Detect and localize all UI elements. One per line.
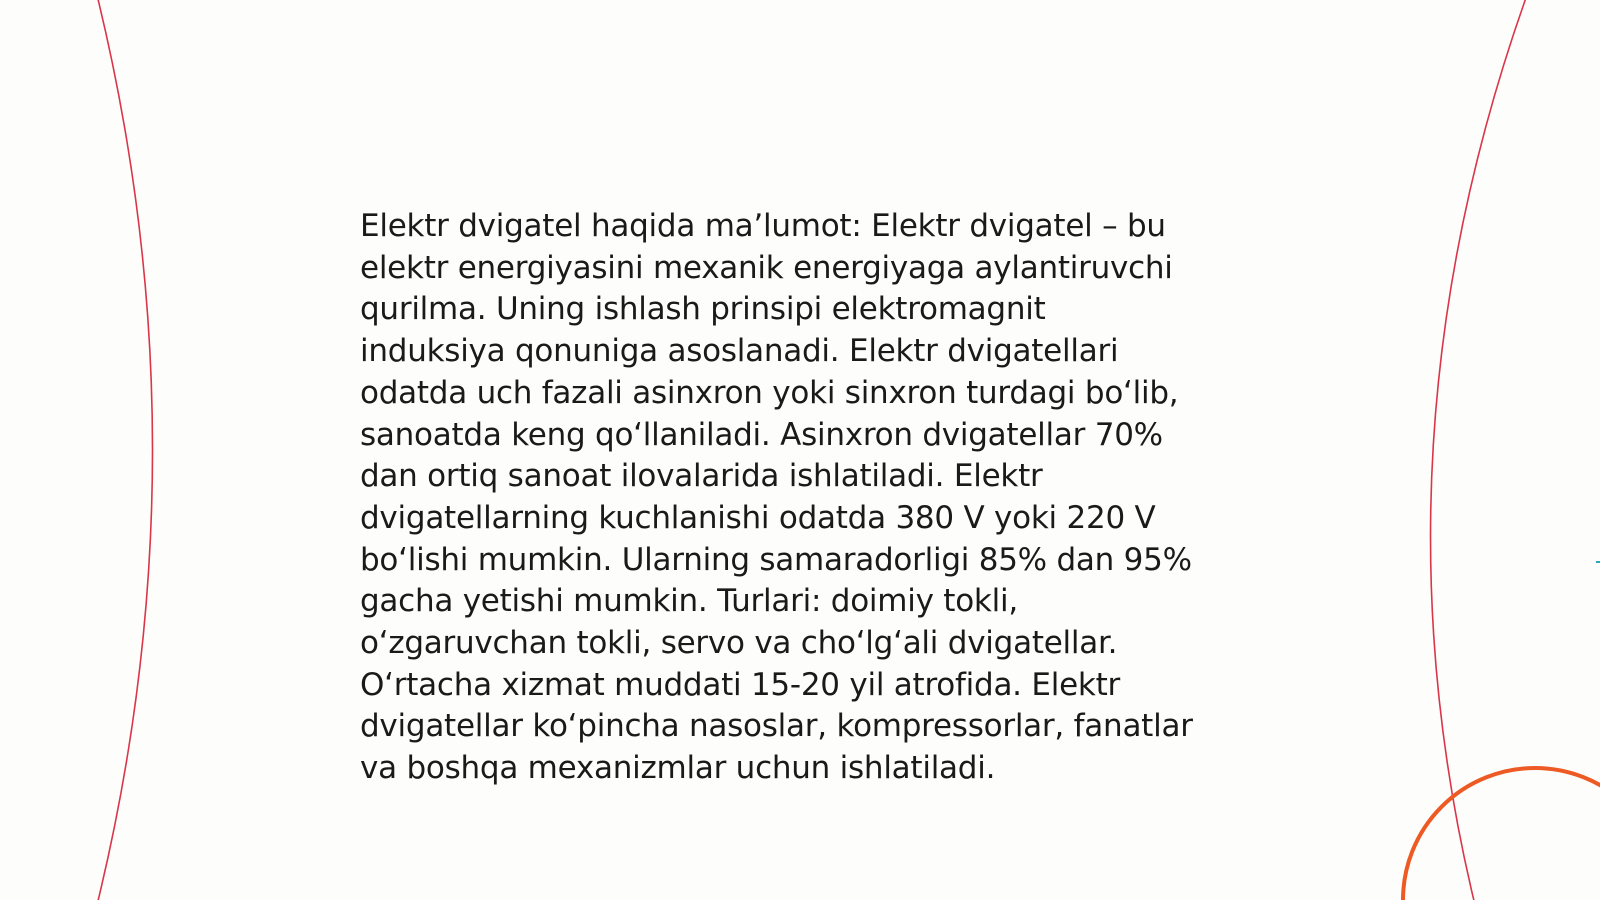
body-line: O‘rtacha xizmat muddati 15-20 yil atrofida. Elektr bbox=[360, 666, 1121, 703]
body-line: dan ortiq sanoat ilovalarida ishlatiladi. Elektr bbox=[360, 458, 1043, 495]
body-line: qurilma. Uning ishlash prinsipi elektromagnit bbox=[360, 291, 1046, 328]
accent-circle-arc bbox=[1403, 768, 1600, 900]
body-line: sanoatda keng qo‘llaniladi. Asinxron dvigatellar 70% bbox=[360, 416, 1163, 453]
left-curve-line bbox=[97, 0, 153, 900]
body-line: dvigatellarning kuchlanishi odatda 380 V yoki 220 V bbox=[360, 499, 1156, 536]
body-line: va boshqa mexanizmlar uchun ishlatiladi. bbox=[360, 750, 996, 787]
body-line: induksiya qonuniga asoslanadi. Elektr dvigatellari bbox=[360, 333, 1119, 370]
body-line: Elektr dvigatel haqida ma’lumot: Elektr dvigatel – bu bbox=[360, 208, 1166, 244]
body-line: dvigatellar ko‘pincha nasoslar, kompressorlar, fanatlar bbox=[360, 708, 1193, 745]
body-line: bo‘lishi mumkin. Ularning samaradorligi 85% dan 95% bbox=[360, 541, 1192, 578]
body-line: odatda uch fazali asinxron yoki sinxron turdagi bo‘lib, bbox=[360, 374, 1179, 411]
body-line: elektr energiyasini mexanik energiyaga aylantiruvchi bbox=[360, 249, 1173, 286]
body-line: o‘zgaruvchan tokli, servo va cho‘lg‘ali dvigatellar. bbox=[360, 625, 1118, 662]
body-line: gacha yetishi mumkin. Turlari: doimiy tokli, bbox=[360, 583, 1018, 620]
slide-body-text bbox=[360, 206, 1250, 790]
right-curve-line bbox=[1431, 0, 1527, 900]
